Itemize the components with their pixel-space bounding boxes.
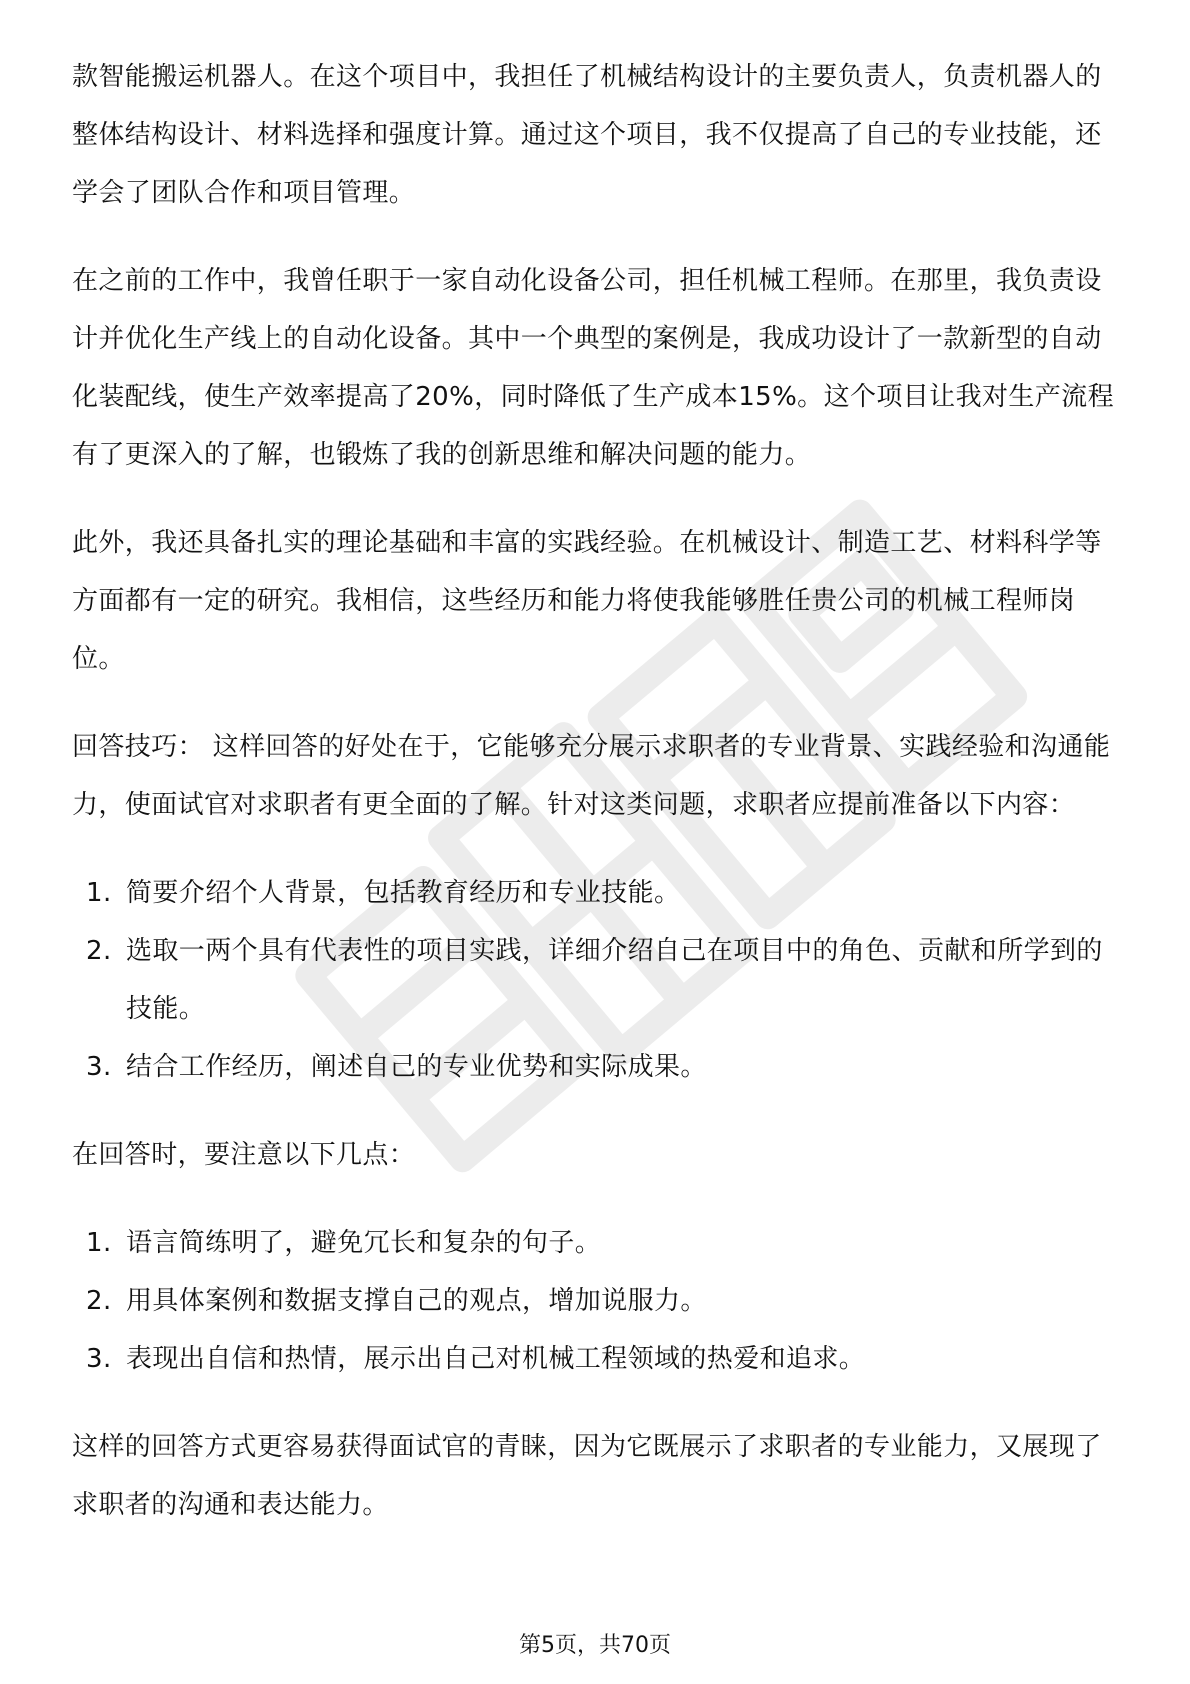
list-number: 1.	[86, 1228, 112, 1258]
page-footer: 第5页，共70页	[519, 1633, 671, 1658]
list-item	[72, 1330, 1122, 1388]
list-number: 2.	[86, 936, 112, 966]
list-text: 表现出自信和热情，展示出自己对机械工程领域的热爱和追求。	[126, 1344, 866, 1374]
list-number: 2.	[86, 1286, 112, 1316]
list-text: 选取一两个具有代表性的项目实践，详细介绍自己在项目中的角色、贡献和所学到的技能。	[126, 936, 1103, 1024]
list-text: 简要介绍个人背景，包括教育经历和专业技能。	[126, 878, 681, 908]
paragraph-theory-practice: 此外，我还具备扎实的理论基础和丰富的实践经验。在机械设计、制造工艺、材料科学等方面都有一定的研究。我相信，这些经历和能力将使我能够胜任贵公司的机械工程师岗位。	[72, 528, 1102, 674]
list-number: 3.	[86, 1052, 112, 1082]
preparation-list	[72, 864, 1122, 1096]
list-text: 语言简练明了，避免冗长和复杂的句子。	[126, 1228, 602, 1258]
paragraph-answer-tips: 回答技巧： 这样回答的好处在于，它能够充分展示求职者的专业背景、实践经验和沟通能力，使面试官对求职者有更全面的了解。针对这类问题，求职者应提前准备以下内容：	[72, 732, 1111, 820]
list-number: 1.	[86, 878, 112, 908]
list-item	[72, 864, 1122, 922]
list-text: 用具体案例和数据支撑自己的观点，增加说服力。	[126, 1286, 707, 1316]
list-item	[72, 922, 1122, 1038]
paragraph-attention-points: 在回答时，要注意以下几点：	[72, 1140, 416, 1170]
list-text: 结合工作经历，阐述自己的专业优势和实际成果。	[126, 1052, 707, 1082]
paragraph-project-experience: 款智能搬运机器人。在这个项目中，我担任了机械结构设计的主要负责人，负责机器人的整体结构设计、材料选择和强度计算。通过这个项目，我不仅提高了自己的专业技能，还学会了团队合作和项目管理。	[72, 62, 1102, 208]
list-item	[72, 1214, 1122, 1272]
list-item	[72, 1272, 1122, 1330]
list-item	[72, 1038, 1122, 1096]
paragraph-work-experience: 在之前的工作中，我曾任职于一家自动化设备公司，担任机械工程师。在那里，我负责设计并优化生产线上的自动化设备。其中一个典型的案例是，我成功设计了一款新型的自动化装配线，使生产效率提高了20%，同时降低了生产成本15%。这个项目让我对生产流程有了更深入的了解，也锻炼了我的创新思维和解决问题的能力。	[72, 266, 1114, 470]
paragraph-conclusion: 这样的回答方式更容易获得面试官的青睐，因为它既展示了求职者的专业能力，又展现了求职者的沟通和表达能力。	[72, 1432, 1102, 1520]
attention-list	[72, 1214, 1122, 1388]
document-body	[72, 48, 1122, 1534]
list-number: 3.	[86, 1344, 112, 1374]
